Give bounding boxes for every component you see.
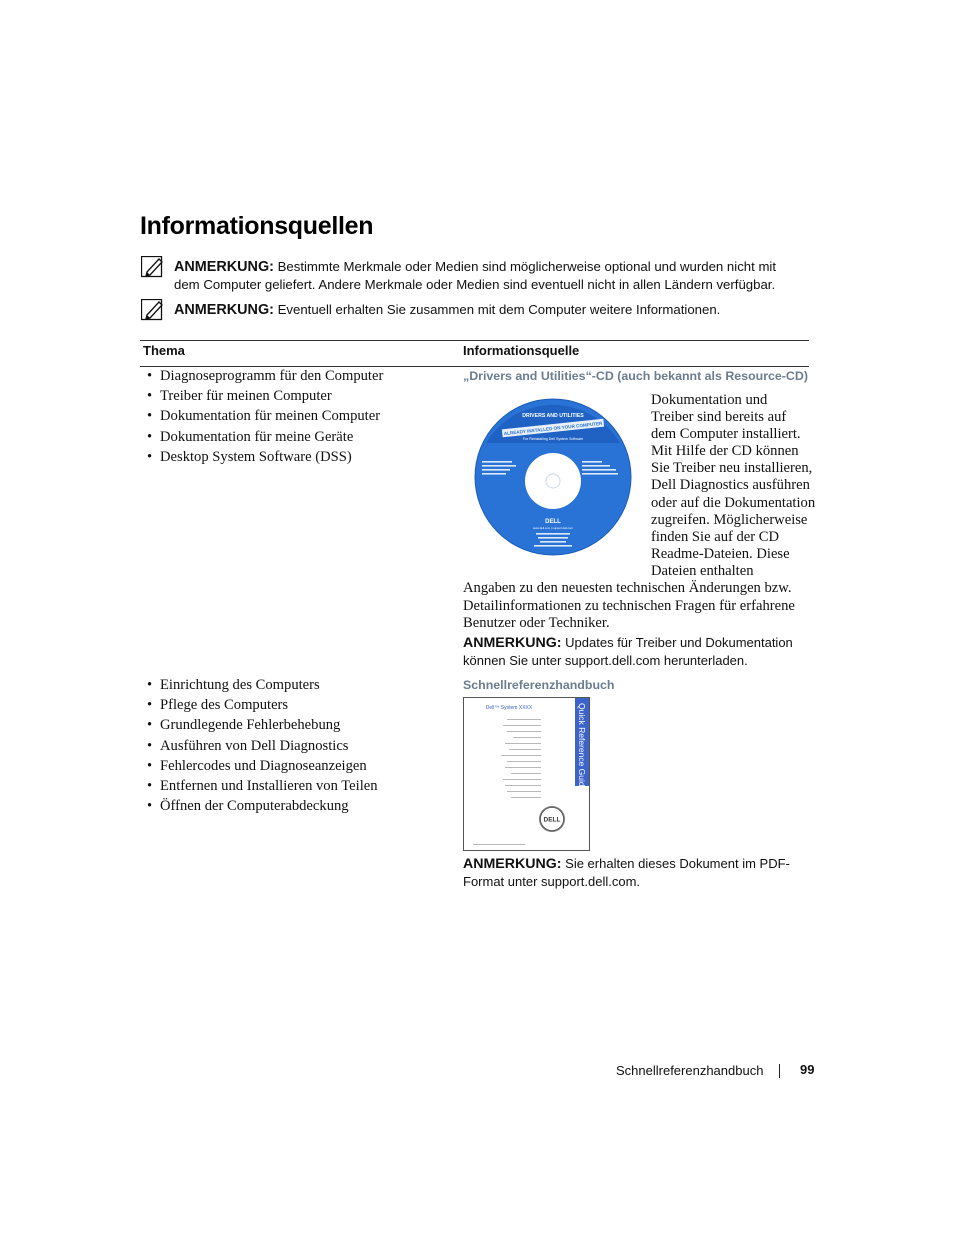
note-text: Updates für Treiber und Dokumentation xyxy=(565,635,793,650)
topic-list-row-1 xyxy=(140,366,383,467)
note-text: herunterladen. xyxy=(660,653,748,668)
note-pencil-icon xyxy=(141,256,165,278)
row-1-note xyxy=(463,634,793,669)
table-header-source: Informationsquelle xyxy=(463,343,580,358)
footer-divider xyxy=(779,1064,780,1078)
list-item: • Dokumentation für meine Geräte xyxy=(147,428,354,445)
description-line: Treiber sind bereits auf xyxy=(651,409,787,425)
note-2 xyxy=(174,301,720,319)
footer-section: Schnellreferenzhandbuch xyxy=(616,1063,764,1078)
description-line: oder auf die Dokumentation xyxy=(651,495,816,511)
note-text: . xyxy=(636,874,641,889)
note-text: Sie erhalten dieses Dokument im PDF- xyxy=(565,856,790,871)
list-item: • Grundlegende Fehlerbehebung xyxy=(147,717,341,734)
note-pencil-icon xyxy=(141,299,165,321)
note-text: dem Computer geliefert. Andere Merkmale oder Medien sind eventuell nicht in allen Ländern verfügbar. xyxy=(174,277,776,292)
source-title-cd: „Drivers and Utilities“-CD (auch bekannt als Resource-CD) xyxy=(463,369,808,383)
note-label: ANMERKUNG: xyxy=(174,259,274,275)
note-text: Bestimmte Merkmale oder Medien sind möglicherweise optional und wurden nicht mit xyxy=(277,259,777,274)
description-line: Mit Hilfe der CD können xyxy=(651,443,799,459)
page-title: Informationsquellen xyxy=(140,212,374,240)
list-item: • Pflege des Computers xyxy=(147,697,289,714)
cd-line-2: ALREADY INSTALLED ON YOUR COMPUTER xyxy=(503,420,603,437)
row-2-note xyxy=(463,855,790,890)
list-item: • Diagnoseprogramm für den Computer xyxy=(147,368,384,384)
description-line: Dateien enthalten xyxy=(651,563,754,579)
cd-logo: DELL xyxy=(545,519,561,525)
note-label: ANMERKUNG: xyxy=(463,856,562,872)
description-line: Dokumentation und xyxy=(651,392,768,408)
note-text: Eventuell erhalten Sie zusammen mit dem Computer weitere Informationen. xyxy=(277,302,721,317)
guide-logo: DELL xyxy=(543,816,561,824)
description-line: Sie Treiber neu installieren, xyxy=(651,460,813,476)
list-item: • Ausführen von Dell Diagnostics xyxy=(147,737,349,754)
list-item: • Treiber für meinen Computer xyxy=(147,388,332,405)
source-title-guide: Schnellreferenzhandbuch xyxy=(463,678,615,692)
description-line: Benutzer oder Techniker. xyxy=(463,615,610,631)
topic-list-row-2 xyxy=(140,675,378,816)
note-label: ANMERKUNG: xyxy=(463,635,562,651)
list-item: • Fehlercodes und Diagnoseanzeigen xyxy=(147,757,367,774)
note-text: Format unter xyxy=(463,874,542,889)
cd-line-1: DRIVERS AND UTILITIES xyxy=(522,413,584,419)
description-line: Detailinformationen zu technischen Fragen für erfahrene xyxy=(463,598,795,614)
note-label: ANMERKUNG: xyxy=(174,302,274,318)
guide-brand: Dell™ System XXXX xyxy=(485,705,533,711)
description-line: finden Sie auf der CD xyxy=(651,529,780,545)
guide-image xyxy=(463,697,590,851)
list-item: • Entfernen und Installieren von Teilen xyxy=(147,777,378,794)
support-link[interactable]: support.dell.com xyxy=(564,653,661,668)
list-item: • Dokumentation für meinen Computer xyxy=(147,408,381,425)
list-item: • Öffnen der Computerabdeckung xyxy=(147,798,349,815)
note-1 xyxy=(174,258,776,293)
description-line: Dell Diagnostics ausführen xyxy=(651,477,810,493)
list-item: • Einrichtung des Computers xyxy=(147,677,320,693)
support-link[interactable]: support.dell.com xyxy=(541,874,637,889)
table-header-topic: Thema xyxy=(143,343,185,358)
description-line: Angaben zu den neuesten technischen Änderungen bzw. xyxy=(463,580,792,596)
description-line: Readme-Dateien. Diese xyxy=(651,546,790,562)
table-top-rule xyxy=(140,340,809,341)
description-line: zugreifen. Möglicherweise xyxy=(651,512,808,528)
cd-image xyxy=(474,395,632,559)
guide-spine-text: Quick Reference Guide xyxy=(577,703,587,792)
cd-url: www.dell.com | support.dell.com xyxy=(533,526,573,530)
note-text: können Sie unter xyxy=(463,653,565,668)
list-item: • Desktop System Software (DSS) xyxy=(147,448,352,465)
page-number: 99 xyxy=(800,1062,815,1077)
description-line: dem Computer installiert. xyxy=(651,426,801,442)
cd-line-3: For Reinstalling Dell System Software xyxy=(522,437,584,441)
